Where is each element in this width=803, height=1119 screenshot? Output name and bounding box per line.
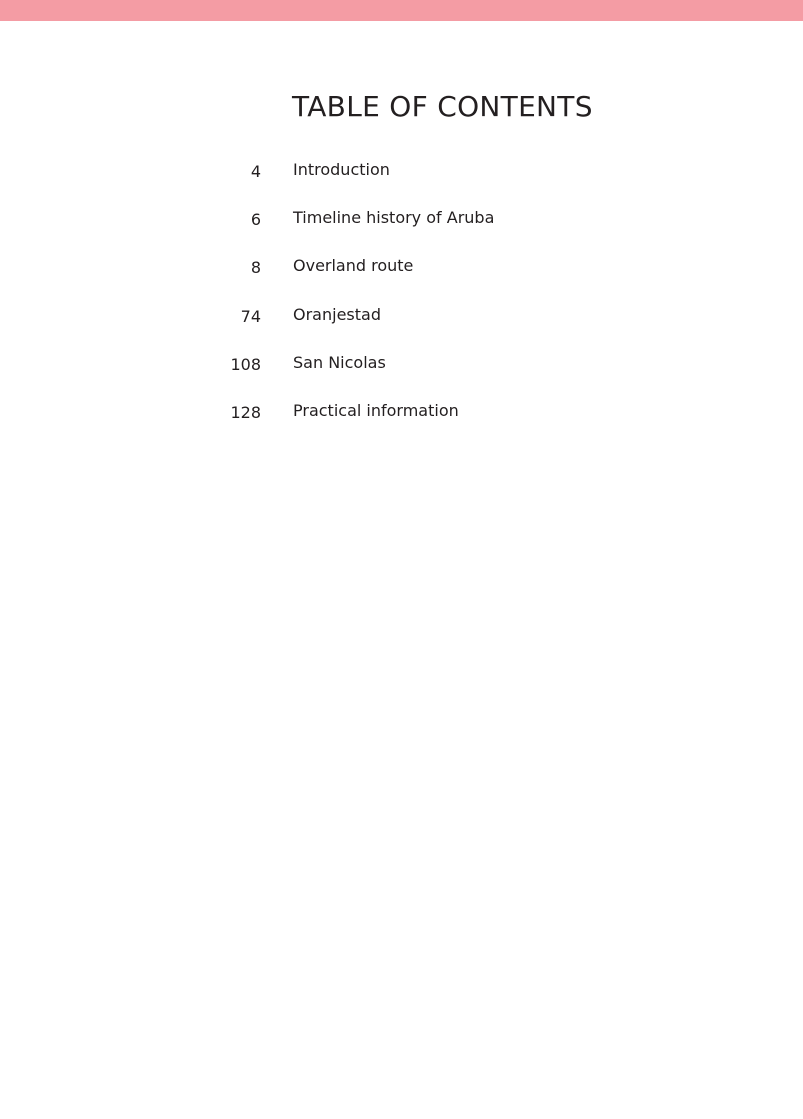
page-title: TABLE OF CONTENTS	[292, 90, 593, 123]
toc-entry-timeline-history[interactable]	[0, 203, 803, 251]
toc-entry-title: Timeline history of Aruba	[293, 208, 495, 228]
toc-page-number: 8	[250, 258, 261, 278]
toc-entry-oranjestad[interactable]	[0, 300, 803, 348]
toc-entry-title: Introduction	[293, 160, 390, 179]
table-of-contents	[0, 155, 803, 444]
toc-page-number: 4	[250, 162, 261, 181]
toc-page-number: 6	[250, 210, 261, 230]
toc-entry-title: Overland route	[293, 256, 414, 276]
toc-entry-introduction[interactable]	[0, 155, 803, 203]
top-color-band	[0, 0, 803, 21]
toc-entry-title: San Nicolas	[293, 352, 386, 372]
toc-entry-title: Oranjestad	[293, 304, 381, 324]
toc-entry-title: Practical information	[293, 400, 459, 420]
toc-page-number: 108	[230, 354, 261, 374]
toc-page-number: 128	[230, 402, 261, 422]
toc-entry-overland-route[interactable]	[0, 251, 803, 299]
toc-entry-practical-information[interactable]	[0, 396, 803, 444]
toc-page-number: 74	[240, 306, 261, 326]
toc-entry-san-nicolas[interactable]	[0, 348, 803, 396]
